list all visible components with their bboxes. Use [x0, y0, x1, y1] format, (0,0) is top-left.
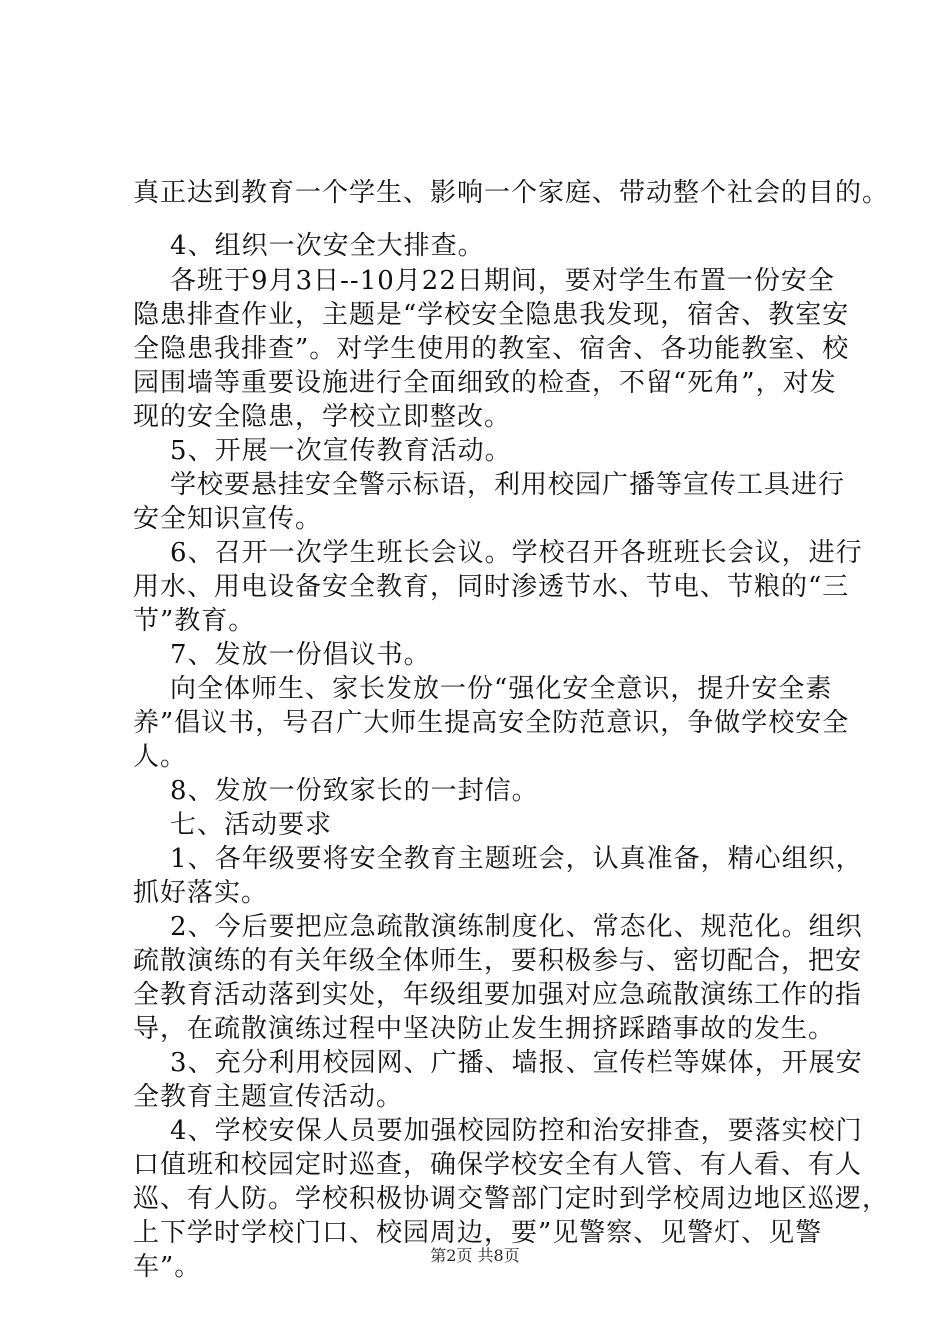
text-line: 上下学时学校门口、校园周边，要”见警察、见警灯、见警: [133, 1218, 823, 1248]
text-line: 现的安全隐患，学校立即整改。: [133, 402, 512, 432]
text-line: 节”教育。: [133, 606, 256, 636]
text-line: 口值班和校园定时巡查，确保学校安全有人管、有人看、有人: [133, 1150, 863, 1180]
text-line: 3、充分利用校园网、广播、墙报、宣传栏等媒体，开展安: [133, 1048, 863, 1078]
text-line: 8、发放一份致家长的一封信。: [133, 776, 539, 806]
text-line: 用水、用电设备安全教育，同时渗透节水、节电、节粮的“三: [133, 572, 850, 602]
text-line: 巡、有人防。学校积极协调交警部门定时到学校周边地区巡逻，: [133, 1184, 890, 1214]
text-line: 4、学校安保人员要加强校园防控和治安排查，要落实校门: [133, 1116, 863, 1146]
text-line: 6、召开一次学生班长会议。学校召开各班班长会议，进行: [133, 538, 863, 568]
text-line: 4、组织一次安全大排查。: [133, 231, 485, 261]
text-line: 全教育活动落到实处，年级组要加强对应急疏散演练工作的指: [133, 980, 863, 1010]
page-footer: 第2页 共8页: [430, 1246, 520, 1265]
text-line: 学校要悬挂安全警示标语，利用校园广播等宣传工具进行: [133, 470, 846, 500]
text-line: 向全体师生、家长发放一份“强化安全意识，提升安全素: [133, 674, 833, 704]
text-line: 隐患排查作业，主题是“学校安全隐患我发现，宿舍、教室安: [133, 300, 850, 330]
text-line: 7、发放一份倡议书。: [133, 640, 431, 670]
text-line: 人。: [133, 742, 188, 772]
text-line: 七、活动要求: [133, 810, 333, 840]
text-line: 安全知识宣传。: [133, 504, 323, 534]
text-line: 各班于9月3日--10月22日期间，要对学生布置一份安全: [133, 266, 835, 296]
text-line: 全教育主题宣传活动。: [133, 1082, 404, 1112]
text-line: 养”倡议书，号召广大师生提高安全防范意识，争做学校安全: [133, 708, 850, 738]
text-line: 车”。: [133, 1252, 202, 1282]
text-line: 1、各年级要将安全教育主题班会，认真准备，精心组织，: [133, 844, 863, 874]
text-line: 真正达到教育一个学生、影响一个家庭、带动整个社会的目的。: [133, 178, 890, 208]
text-line: 园围墙等重要设施进行全面细致的检查，不留“死角”，对发: [133, 368, 837, 398]
text-line: 疏散演练的有关年级全体师生，要积极参与、密切配合，把安: [133, 946, 863, 976]
text-line: 抓好落实。: [133, 878, 269, 908]
text-line: 全隐患我排查”。对学生使用的教室、宿舍、各功能教室、校: [133, 334, 850, 364]
text-line: 导，在疏散演练过程中坚决防止发生拥挤踩踏事故的发生。: [133, 1014, 836, 1044]
text-line: 5、开展一次宣传教育活动。: [133, 436, 512, 466]
text-line: 2、今后要把应急疏散演练制度化、常态化、规范化。组织: [133, 912, 863, 942]
